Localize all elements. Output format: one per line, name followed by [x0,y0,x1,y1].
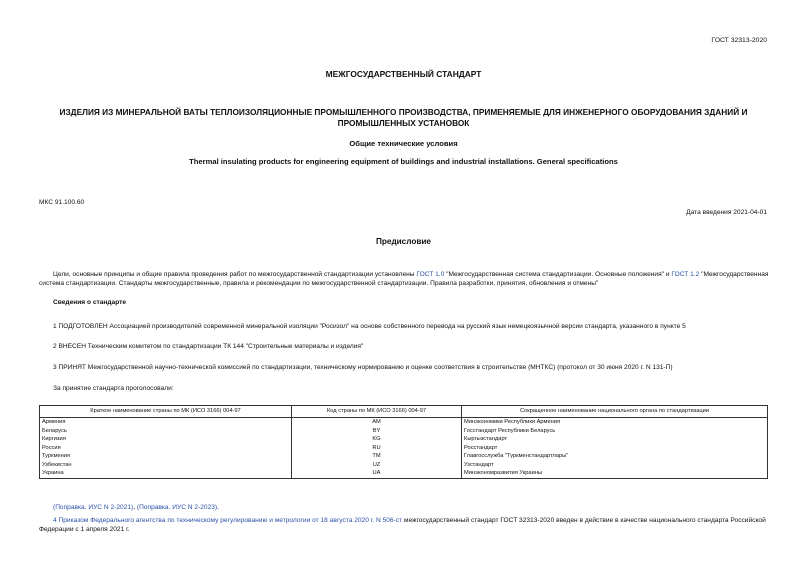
gost-1-2-link[interactable]: ГОСТ 1.2 [671,271,700,278]
country-cell: Туркмения [40,452,292,461]
table-row [40,427,768,436]
info-item-4 [39,516,770,534]
code-cell: BY [292,427,462,436]
column-header-country: Краткое наименование страны по МК (ИСО 3166) 004-97 [40,406,292,418]
english-title: Thermal insulating products for engineering equipment of buildings and industrial installations. General specifications [189,157,618,166]
body-cell: Росстандарт [462,444,768,453]
country-cell: Узбекистан [40,461,292,470]
foreword-text-2: "Межгосударственная система стандартизации. Основные положения" и [444,271,672,278]
code-cell: UZ [292,461,462,470]
foreword-heading: Предисловие [376,237,431,246]
code-cell: TM [292,452,462,461]
foreword-text-3: "Межгосударственная система стандартизации. Стандарты межгосударственные, правила и рекомендации по межгосударственной стандартизации. Правила разработки, принятия, обновления и отмены" [39,271,769,287]
code-cell: AM [292,418,462,427]
foreword-text-1: Цели, основные принципы и общие правила проведения работ по межгосударственной стандартизации установлены [53,271,417,278]
body-cell: Минэкономики Республики Армения [462,418,768,427]
country-cell: Беларусь [40,427,292,436]
standard-type-heading: МЕЖГОСУДАРСТВЕННЫЙ СТАНДАРТ [325,69,482,79]
amendments-line [53,503,219,512]
column-header-code: Код страны по МК (ИСО 3166) 004-97 [292,406,462,418]
mks-code: МКС 91.100.60 [39,199,85,206]
body-cell: Госстандарт Республики Беларусь [462,427,768,436]
amendment-link-2023[interactable]: (Поправка. ИУС N 2-2023) [136,504,218,511]
table-row [40,461,768,470]
body-cell: Главгосслужба "Туркменстандартлары" [462,452,768,461]
column-header-body: Сокращенное наименование национального органа по стандартизации [462,406,768,418]
info-item-1: 1 ПОДГОТОВЛЕН Ассоциацией производителей современной минеральной изоляции "Росизол" на основе собственного перевода на русский язык немецкоязычной версии стандарта, указанного в пункте 5 [53,323,686,330]
country-cell: Россия [40,444,292,453]
table-row [40,469,768,478]
table-row [40,444,768,453]
country-cell: Украина [40,469,292,478]
table-row [40,418,768,427]
item-4-text: межгосударственный стандарт ГОСТ 32313-2020 введен в действие в качестве национального стандарта Российской Федерации с 1 апреля 2021 г. [39,517,766,533]
table-row [40,452,768,461]
document-subtitle: Общие технические условия [349,139,458,148]
table-row [40,435,768,444]
order-link[interactable]: 4 Приказом Федерального агентства по техническому регулированию и метрологии от 18 августа 2020 г. N 506-ст [53,517,403,524]
country-cell: Киргизия [40,435,292,444]
amendment-link-2021[interactable]: (Поправка. ИУС N 2-2021) [53,504,134,511]
gost-1-0-link[interactable]: ГОСТ 1.0 [416,271,445,278]
code-cell: RU [292,444,462,453]
info-item-3: 3 ПРИНЯТ Межгосударственной научно-технической комиссией по стандартизации, техническому нормированию и оценке соответствия в строительстве (МНТКС) (протокол от 30 июня 2020 г. N 131-П) [53,364,673,371]
amendment-separator: , [133,504,137,511]
voted-label: За принятие стандарта проголосовали: [53,385,174,392]
code-cell: UA [292,469,462,478]
body-cell: Минэкономразвития Украины [462,469,768,478]
amendment-end: . [217,504,219,511]
body-cell: Кыргызстандарт [462,435,768,444]
foreword-paragraph [39,270,770,288]
document-code: ГОСТ 32313-2020 [711,37,767,44]
table-header-row [40,406,768,418]
standard-info-heading: Сведения о стандарте [53,299,127,306]
introduction-date: Дата введения 2021-04-01 [686,209,767,216]
document-title: ИЗДЕЛИЯ ИЗ МИНЕРАЛЬНОЙ ВАТЫ ТЕПЛОИЗОЛЯЦИОННЫЕ ПРОМЫШЛЕННОГО ПРОИЗВОДСТВА, ПРИМЕНЯЕМЫЕ ДЛЯ ИНЖЕНЕРНОГО ОБОРУДОВАНИЯ ЗДАНИЙ И ПРОМЫШЛЕННЫХ УСТАНОВОК [59,107,748,128]
country-cell: Армения [40,418,292,427]
code-cell: KG [292,435,462,444]
info-item-2: 2 ВНЕСЕН Техническим комитетом по стандартизации ТК 144 "Строительные материалы и изделия" [53,343,364,350]
body-cell: Узстандарт [462,461,768,470]
votes-table [39,405,768,479]
